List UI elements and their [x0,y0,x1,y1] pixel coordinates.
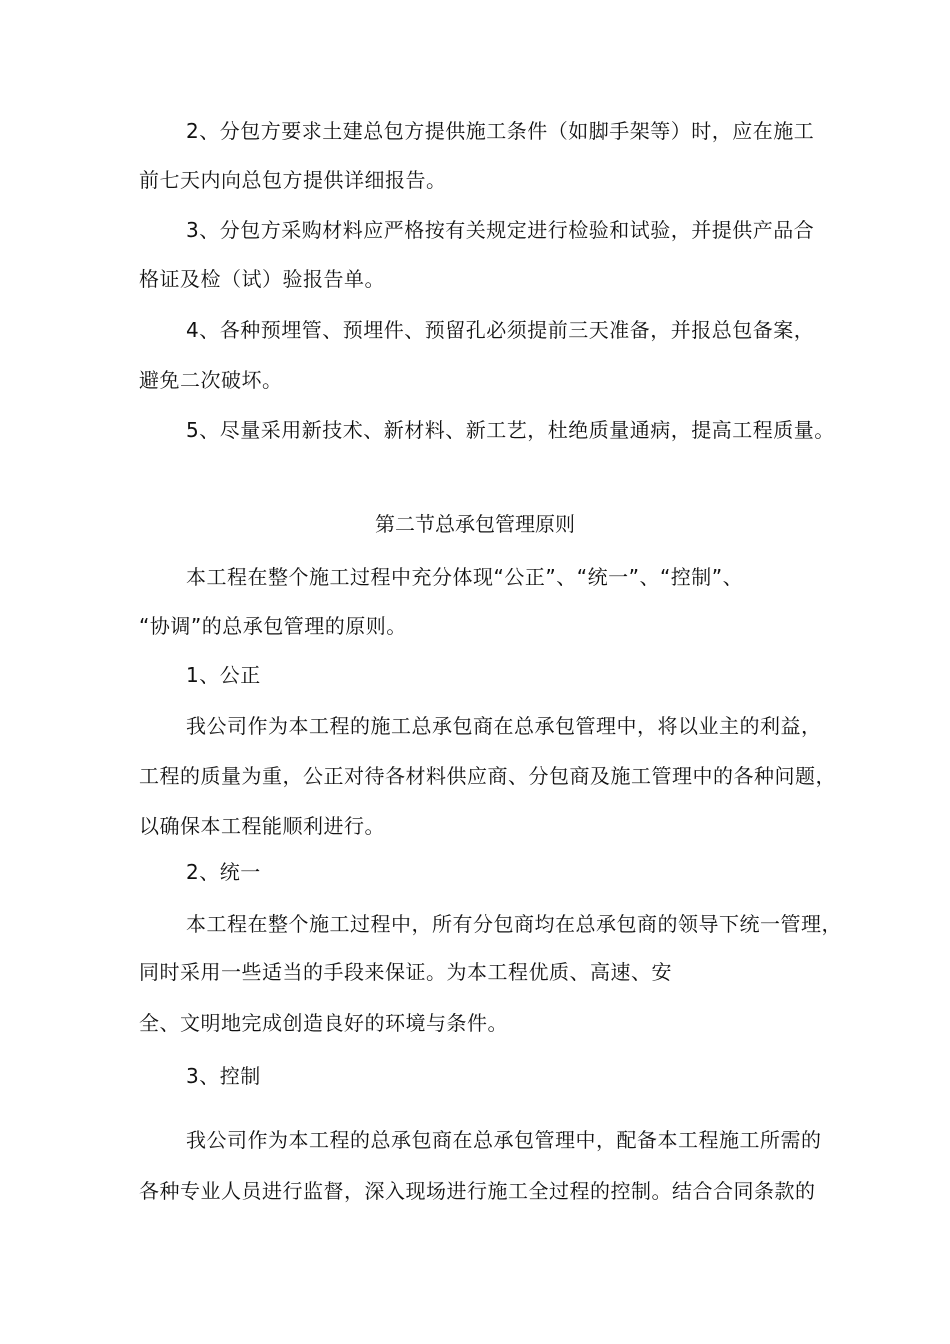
paragraph-line: 本工程在整个施工过程中充分体现“公正”、“统一”、“控制”、 [186,565,744,589]
paragraph-line: 同时采用一些适当的手段来保证。为本工程优质、高速、安 [139,960,672,984]
paragraph-line: 5、尽量采用新技术、新材料、新工艺，杜绝质量通病，提高工程质量。 [186,418,835,442]
paragraph-line: 全、文明地完成创造良好的环境与条件。 [139,1011,508,1035]
paragraph-line: 4、各种预埋管、预埋件、预留孔必须提前三天准备，并报总包备案， [186,318,815,342]
paragraph-line: 我公司作为本工程的施工总承包商在总承包管理中，将以业主的利益， [186,714,822,738]
paragraph-line: 我公司作为本工程的总承包商在总承包管理中，配备本工程施工所需的 [186,1128,822,1152]
paragraph-line: 以确保本工程能顺利进行。 [139,814,385,838]
section-title: 第二节总承包管理原则 [375,512,575,536]
paragraph-line: 格证及检（试）验报告单。 [139,267,385,291]
subheading-gongzheng: 1、公正 [186,663,261,687]
subheading-kongzhi: 3、控制 [186,1064,261,1088]
paragraph-line: 前七天内向总包方提供详细报告。 [139,168,447,192]
subheading-tongyi: 2、统一 [186,860,261,884]
paragraph-line: 工程的质量为重，公正对待各材料供应商、分包商及施工管理中的各种问题， [139,764,836,788]
paragraph-line: 本工程在整个施工过程中，所有分包商均在总承包商的领导下统一管理， [186,912,842,936]
paragraph-line: 3、分包方采购材料应严格按有关规定进行检验和试验，并提供产品合 [186,218,815,242]
paragraph-line: 各种专业人员进行监督，深入现场进行施工全过程的控制。结合合同条款的 [139,1179,816,1203]
paragraph-line: 2、分包方要求土建总包方提供施工条件（如脚手架等）时，应在施工 [186,119,815,143]
paragraph-line: “协调”的总承包管理的原则。 [139,614,407,638]
paragraph-line: 避免二次破坏。 [139,368,283,392]
